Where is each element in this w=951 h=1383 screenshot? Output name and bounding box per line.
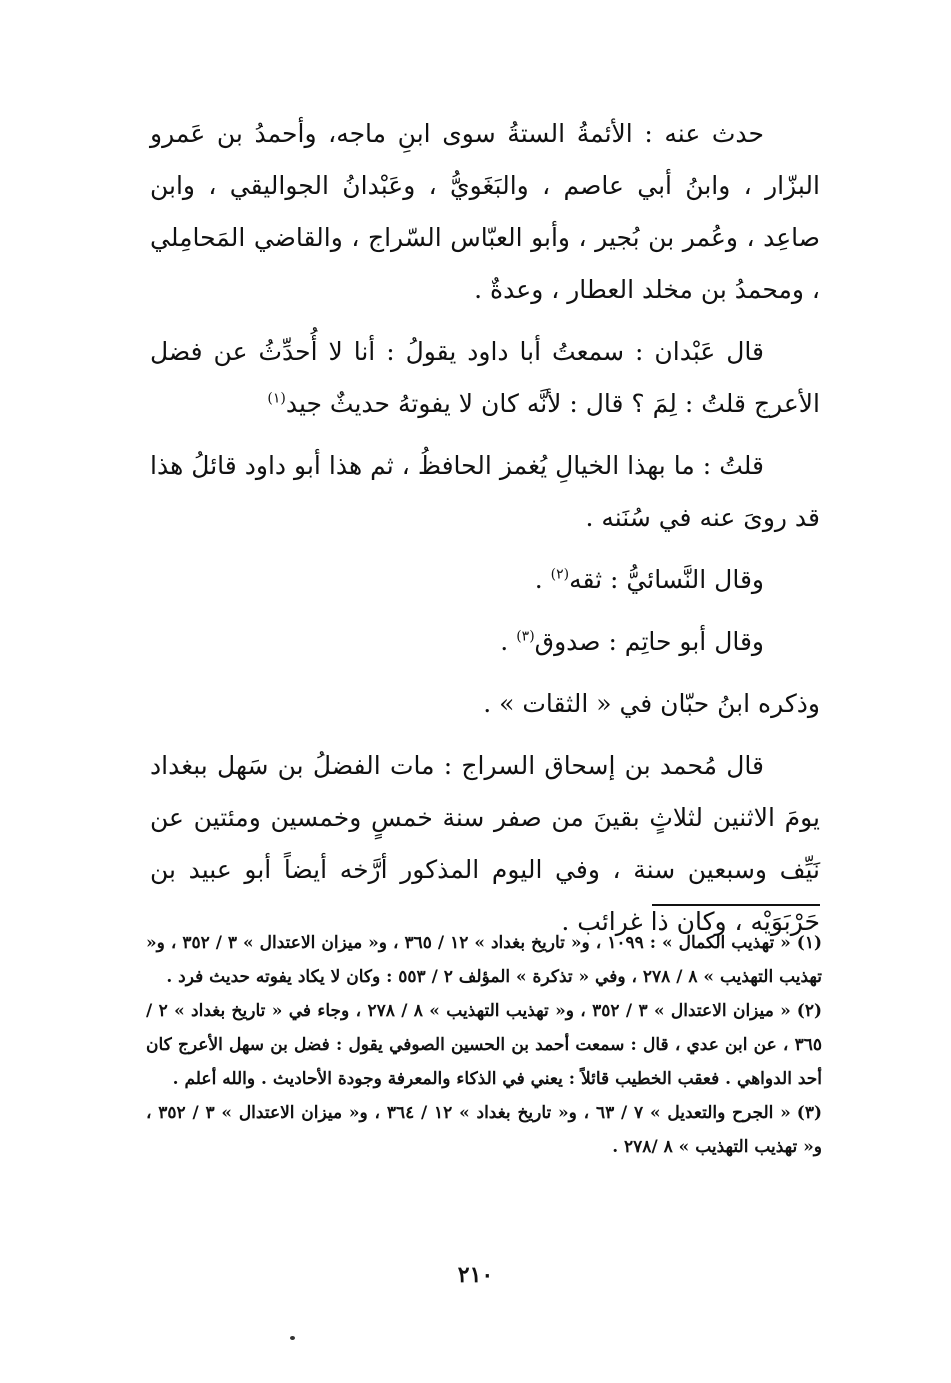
paragraph-abdan-quote (150, 326, 820, 430)
paragraph-death-date (150, 740, 820, 948)
paragraph-text: وذكره ابنُ حبّان في « الثقات » . (483, 689, 820, 718)
footnote-number: (١) (796, 933, 823, 953)
print-speck (290, 1336, 295, 1340)
footnote-ref[interactable]: (٣) (516, 628, 535, 645)
paragraph-narrators (150, 108, 820, 316)
footnote-separator (652, 904, 820, 906)
main-text (150, 108, 823, 958)
paragraph-text: وقال أبو حاتِم : صدوق (534, 627, 764, 656)
footnote-text: « الجرح والتعديل » ٧ / ٦٣ ، و« تاريخ بغداد » ١٢ / ٣٦٤ ، و« ميزان الاعتدال » ٣ / ٣٥٢ ، و« تهذيب التهذيب » ٨ /٢٧٨ . (146, 1103, 822, 1157)
paragraph-nasai (150, 554, 820, 606)
paragraph-text: حدث عنه : الأئمةُ الستةُ سوى ابنِ ماجه، وأحمدُ بن عَمرو البزّار ، وابنُ أبي عاصم ، والبَغَويُّ ، وعَبْدانُ الجواليقي ، وابن صاعِد ، وعُمر بن بُجير ، وأبو العبّاس السّراج ، والقاضي المَحامِلي ، ومحمدُ بن مخلد العطار ، وعدةٌ . (150, 119, 820, 304)
footnote-3 (146, 1096, 822, 1164)
paragraph-text: قلتُ : ما بهذا الخيالِ يُغمز الحافظُ ، ثم هذا أبو داود قائلُ هذا قد روىَ عنه في سُنَنه . (150, 451, 820, 532)
paragraph-ibn-hibban (150, 678, 820, 730)
footnote-1 (146, 926, 822, 994)
footnote-ref[interactable]: (١) (267, 390, 286, 407)
footnote-number: (٣) (796, 1103, 823, 1123)
footnote-number: (٢) (796, 1001, 823, 1021)
footnote-2 (146, 994, 822, 1096)
footnote-text: « تهذيب الكمال » : ١٠٩٩ ، و« تاريخ بغداد » ١٢ / ٣٦٥ ، و« ميزان الاعتدال » ٣ / ٣٥٢ ، و« تهذيب التهذيب » ٨ / ٢٧٨ ، وفي « تذكرة » المؤلف ٢ / ٥٥٣ : وكان لا يكاد يفوته حديث فرد . (146, 933, 822, 987)
paragraph-text: قال مُحمد بن إسحاق السراج : مات الفضلُ بن سَهل ببغداد يومَ الاثنين لثلاثٍ بقينَ من صفر سنة خمسٍ وخمسين ومئتين عن نَيِّف وسبعين سنة ، وفي اليوم المذكور أرَّخه أيضاً أبو عبيد بن حَرْبَوَيْه ، وكان ذا غرائب . (150, 751, 820, 936)
period: . (534, 565, 551, 594)
footnote-text: « ميزان الاعتدال » ٣ / ٣٥٢ ، و« تهذيب التهذيب » ٨ / ٢٧٨ ، وجاء في « تاريخ بغداد » ٢ /٣٦٥ ، عن ابن عدي ، قال : سمعت أحمد بن الحسين الصوفي يقول : فضل بن سهل الأعرج كان أحد الدواهي . فعقب الخطيب قائلاً : يعني في الذكاء والمعرفة وجودة الأحاديث . والله أعلم . (146, 1001, 822, 1089)
footnotes (146, 926, 822, 1164)
paragraph-text: قال عَبْدان : سمعتُ أبا داود يقولُ : أنا لا أُحدِّثُ عن فضل الأعرج قلتُ : لِمَ ؟ قال : لأنَّه كان لا يفوتهُ حديثٌ جيد (150, 337, 820, 418)
paragraph-abu-hatim (150, 616, 820, 668)
paragraph-text: وقال النَّسائيُّ : ثقه (569, 565, 764, 594)
paragraph-author-comment (150, 440, 820, 544)
period: . (500, 627, 517, 656)
footnote-ref[interactable]: (٢) (550, 566, 570, 583)
page-number: ٢١٠ (457, 1262, 494, 1288)
